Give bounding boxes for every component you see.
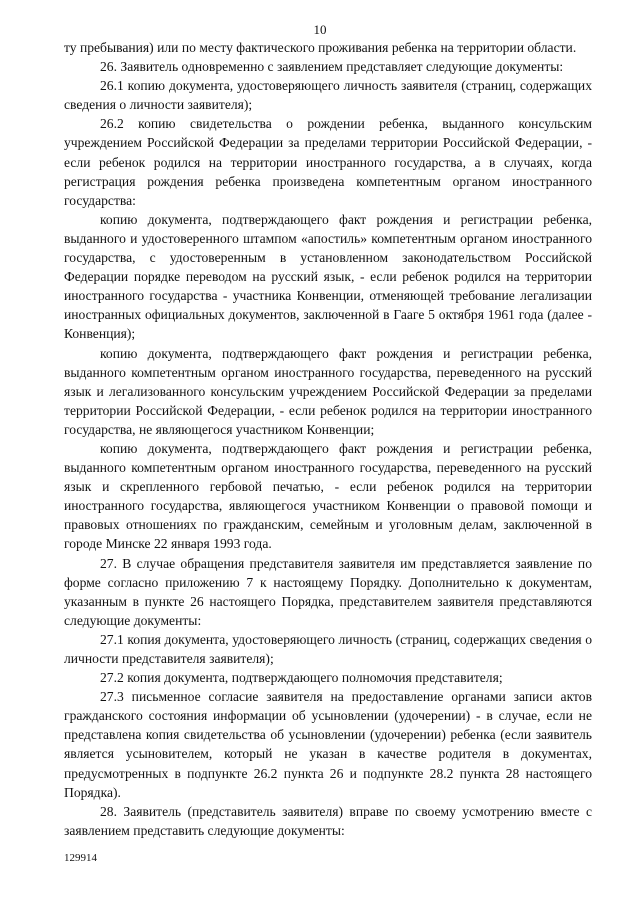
paragraph-27-1: 27.1 копия документа, удостоверяющего личность (страниц, содержащих сведения о личности представителя заявителя); [64, 631, 592, 666]
paragraph-26-2-legalized: копию документа, подтверждающего факт рождения и регистрации ребенка, выданного компетентным органом иностранного государства, переведенного на русский язык и легализованного консульским учреждением Российской Федерации за пределами территории Российской Федерации, - если ребенок родился на территории иностранного государства, не являющегося участником Конвенции; [64, 345, 592, 437]
paragraph-26: 26. Заявитель одновременно с заявлением представляет следующие документы: [100, 59, 564, 75]
page-number: 10 [313, 22, 327, 37]
paragraph-26-2: 26.2 копию свидетельства о рождении ребенка, выданного консульским учреждением Российской Федерации за пределами территории Российской Федерации, - если ребенок родился на территории иностранного государства, а в случаях, когда регистрация рождения ребенка произведена компетентным органом иностранного государства: [64, 116, 592, 208]
paragraph-27: 27. В случае обращения представителя заявителя им представляется заявление по форме согласно приложению 7 к настоящему Порядку. Дополнительно к документам, указанным в пункте 26 настоящего Порядка, представителем заявителя представляются следующие документы: [64, 555, 592, 628]
paragraph-26-1: 26.1 копию документа, удостоверяющего личность заявителя (страниц, содержащих сведения о личности заявителя); [64, 78, 592, 113]
paragraph-27-2: 27.2 копия документа, подтверждающего полномочия представителя; [100, 670, 503, 686]
paragraph-26-2-apostille: копию документа, подтверждающего факт рождения и регистрации ребенка, выданного и удостоверенного штампом «апостиль» компетентным органом иностранного государства, с удостоверенным в установленном законодательством Российской Федерации порядке переводом на русский язык, - если ребенок родился на территории иностранного государства - участника Конвенции, отменяющей требование легализации иностранных официальных документов, заключенной в Гааге 5 октября 1961 года (далее - Конвенция); [64, 211, 592, 342]
document-body [64, 38, 592, 840]
paragraph-28: 28. Заявитель (представитель заявителя) вправе по своему усмотрению вместе с заявлением представить следующие документы: [64, 803, 592, 838]
paragraph-27-3: 27.3 письменное согласие заявителя на предоставление органами записи актов гражданского состояния информации об усыновлении (удочерении) - в случае, если не представлена копия свидетельства об усыновлении (удочерении) ребенка (если заявитель является усыновителем, который не указан в качестве родителя в документах, предусмотренных в подпункте 26.2 пункта 26 и подпункте 28.2 пункта 28 настоящего Порядка). [64, 689, 592, 800]
footer-code: 129914 [64, 852, 97, 864]
paragraph-continuation: ту пребывания) или по месту фактического проживания ребенка на территории области. [64, 40, 577, 55]
paragraph-26-2-minsk: копию документа, подтверждающего факт рождения и регистрации ребенка, выданного компетентным органом иностранного государства, переведенного на русский язык и скрепленного гербовой печатью, - если ребенок родился на территории иностранного государства, являющегося участником Конвенции о правовой помощи и правовых отношениях по гражданским, семейным и уголовным делам, заключенной в городе Минске 22 января 1993 года. [64, 440, 592, 552]
